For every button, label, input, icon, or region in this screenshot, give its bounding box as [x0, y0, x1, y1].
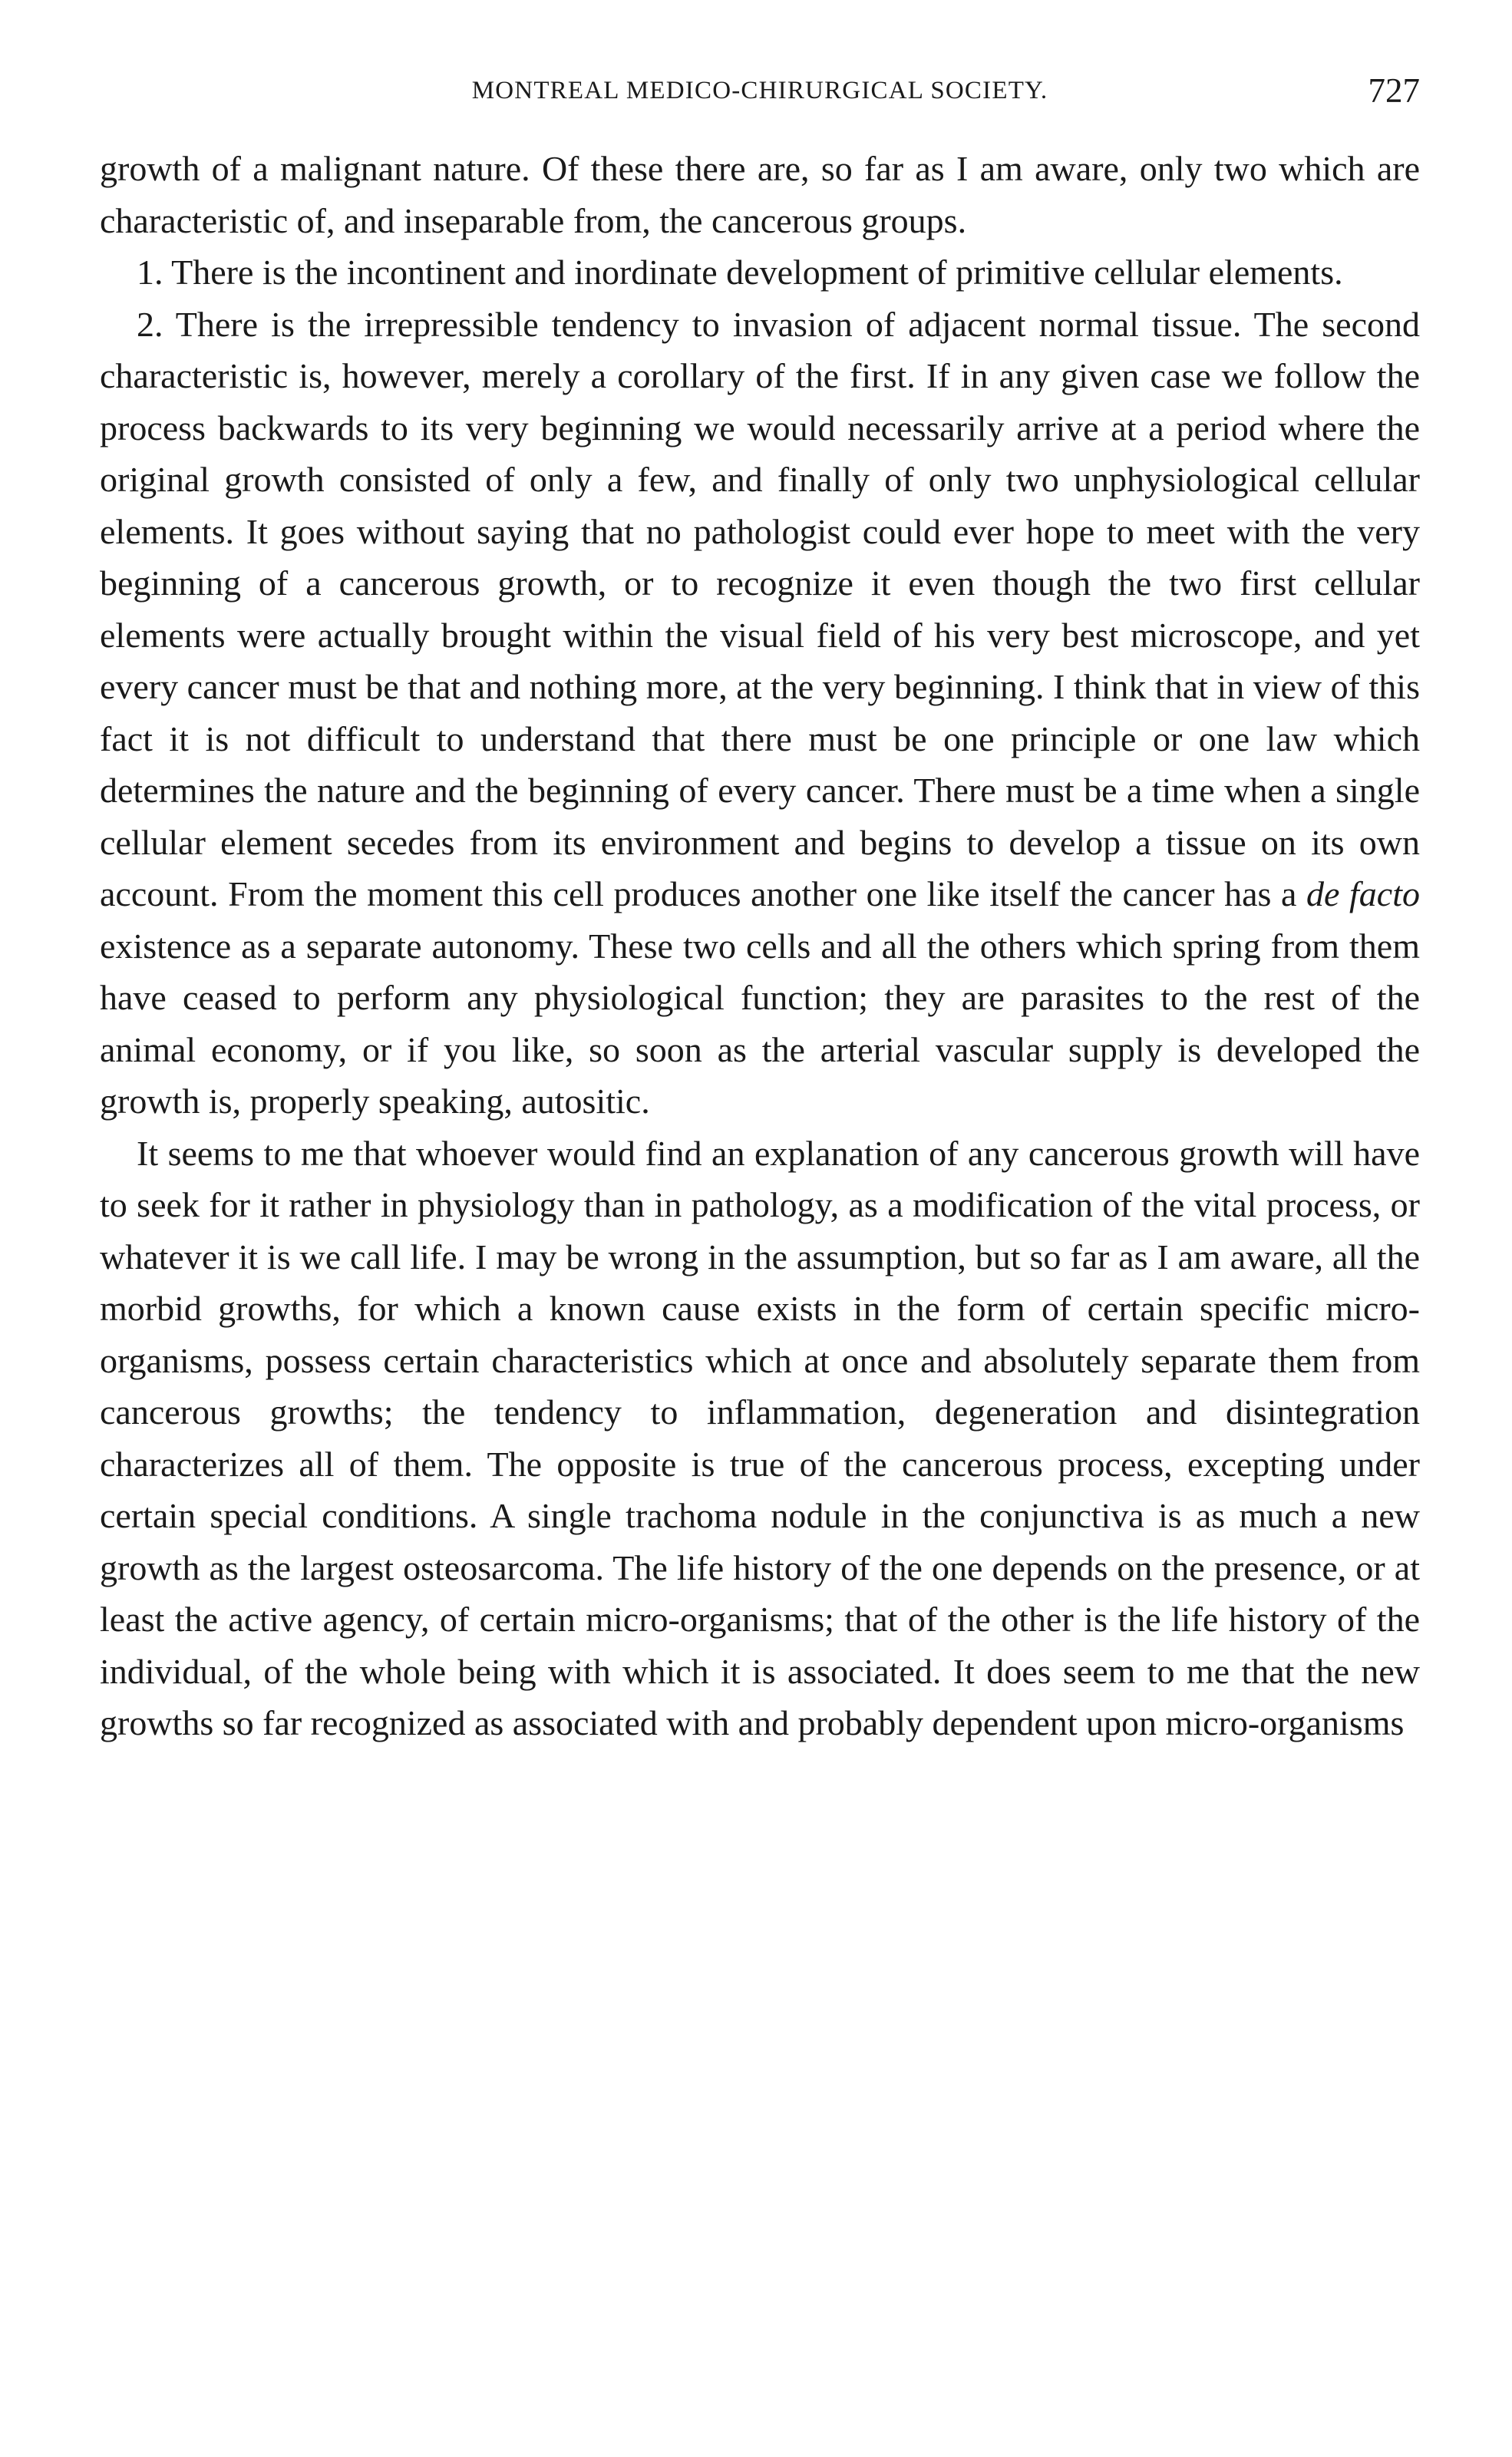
paragraph-point-two-text-end: existence as a separate autonomy. These two cells and all the others which spring from them have ceased to perform any physiological function; they are parasites to the rest of the animal economy, or if you like, so soon as the arterial vascular supply is developed the growth is, properly speaking, autositic.	[100, 926, 1420, 1121]
running-head	[100, 71, 1420, 132]
running-title: MONTREAL MEDICO-CHIRURGICAL SOCIETY.	[471, 77, 1048, 104]
paragraph-point-one: 1. There is the incontinent and inordinate development of primitive cellular elements.	[137, 253, 1343, 292]
paragraph-physiology: It seems to me that whoever would find an explanation of any cancerous growth will have to seek for it rather in physiology than in pathology, as a modification of the vital process, or whatever it is we call life. I may be wrong in the assumption, but so far as I am aware, all the morbid growths, for which a known cause exists in the form of certain specific micro-organisms, possess certain characteristics which at once and absolutely separate them from cancerous growths; the tendency to inflammation, degeneration and disintegration characterizes all of them. The opposite is true of the cancerous process, excepting under certain special conditions. A single trachoma nodule in the conjunctiva is as much a new growth as the largest osteosarcoma. The life history of the one depends on the presence, or at least the active agency, of certain micro-organisms; that of the other is the life history of the individual, of the whole being with which it is associated. It does seem to me that the new growths so far recognized as associated with and probably dependent upon micro-organisms	[100, 1133, 1420, 1742]
paragraph-point-two	[100, 299, 1420, 1128]
italic-phrase: de facto	[1306, 874, 1420, 913]
body-text	[100, 143, 1420, 1749]
paragraph-point-two-text: 2. There is the irrepressible tendency to invasion of adjacent normal tissue. The second characteristic is, however, merely a corollary of the first. If in any given case we follow the process backwards to its very beginning we would necessarily arrive at a period where the original growth consisted of only a few, and finally of only two unphysiological cellular elements. It goes without saying that no pathologist could ever hope to meet with the very beginning of a cancerous growth, or to recognize it even though the two first cellular elements were actually brought within the visual field of his very best microscope, and yet every cancer must be that and nothing more, at the very beginning. I think that in view of this fact it is not difficult to understand that there must be one principle or one law which determines the nature and the beginning of every cancer. There must be a time when a single cellular element secedes from its environment and begins to develop a tissue on its own account. From the moment this cell produces another one like itself the cancer has a	[100, 304, 1420, 913]
paragraph-continuation: growth of a malignant nature. Of these there are, so far as I am aware, only two which are characteristic of, and inseparable from, the cancerous groups.	[100, 149, 1420, 240]
book-page	[100, 71, 1420, 1749]
page-number: 727	[1368, 71, 1420, 110]
